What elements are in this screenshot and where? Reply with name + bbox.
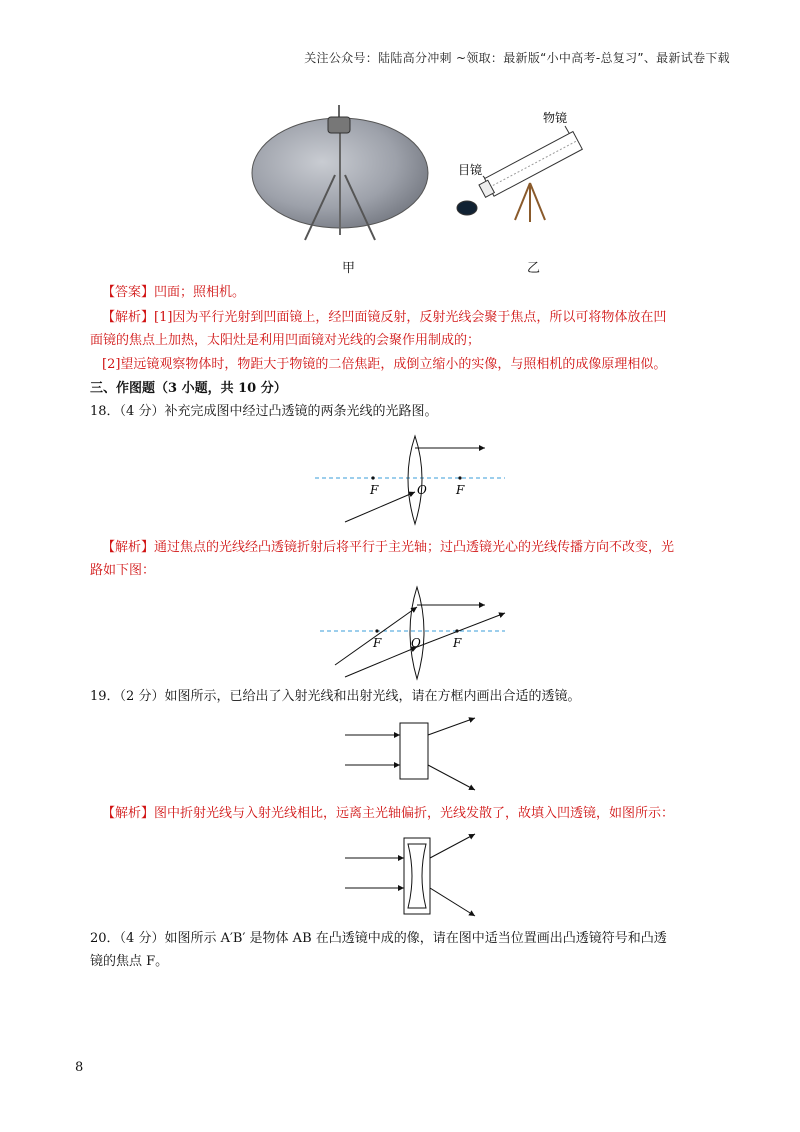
eyepiece-label: 目镜 <box>458 163 483 177</box>
q18-figure <box>305 432 515 532</box>
q18-analysis-a: 【解析】通过焦点的光线经凸透镜折射后将平行于主光轴；过凸透镜光心的光线传播方向不改变，光 <box>102 540 675 555</box>
q19-figure <box>340 715 500 795</box>
figure-caption-jia: 甲 <box>342 261 356 276</box>
section-heading: 三、作图题（3 小题，共 10 分） <box>90 381 287 396</box>
page-number: 8 <box>75 1060 84 1075</box>
solar-cooker-figure <box>245 95 445 245</box>
center-label: O <box>417 483 427 497</box>
q17-analysis-1b: 面镜的焦点上加热，太阳灶是利用凹面镜对光线的会聚作用制成的； <box>90 333 481 348</box>
focus-left-label: F <box>370 483 379 497</box>
answer-focus-left-label: F <box>373 636 382 650</box>
telescope-figure <box>455 108 605 228</box>
page-header: 关注公众号：陆陆高分冲刺 ~领取：最新版“小中高考-总复习”、最新试卷下载 <box>304 51 730 65</box>
q20-stem-a: 20．（4 分）如图所示 A′B′ 是物体 AB 在凸透镜中成的像，请在图中适当位置画出凸透镜符号和凸透 <box>90 931 667 946</box>
q19-answer-figure <box>340 830 500 920</box>
focus-right-label: F <box>456 483 465 497</box>
q17-analysis-2: [2]望远镜观察物体时，物距大于物镜的二倍焦距，成倒立缩小的实像，与照相机的成像原理相似。 <box>102 357 667 372</box>
q18-analysis-b: 路如下图： <box>90 563 156 578</box>
figure-caption-yi: 乙 <box>527 261 541 276</box>
answer-focus-right-label: F <box>453 636 462 650</box>
q18-stem: 18．（4 分）补充完成图中经过凸透镜的两条光线的光路图。 <box>90 404 438 419</box>
q20-stem-b: 镜的焦点 F。 <box>90 954 169 969</box>
q18-answer-figure <box>315 585 515 685</box>
objective-label: 物镜 <box>543 111 568 125</box>
q19-analysis: 【解析】图中折射光线与入射光线相比，远离主光轴偏折，光线发散了，故填入凹透镜，如图所示： <box>102 806 675 821</box>
q19-stem: 19．（2 分）如图所示，已给出了入射光线和出射光线，请在方框内画出合适的透镜。 <box>90 689 581 704</box>
q17-analysis-1a: 【解析】[1]因为平行光射到凹面镜上，经凹面镜反射，反射光线会聚于焦点，所以可将物体放在凹 <box>102 310 667 325</box>
answer-center-label: O <box>411 636 421 650</box>
q17-answer: 【答案】凹面；照相机。 <box>102 285 246 300</box>
